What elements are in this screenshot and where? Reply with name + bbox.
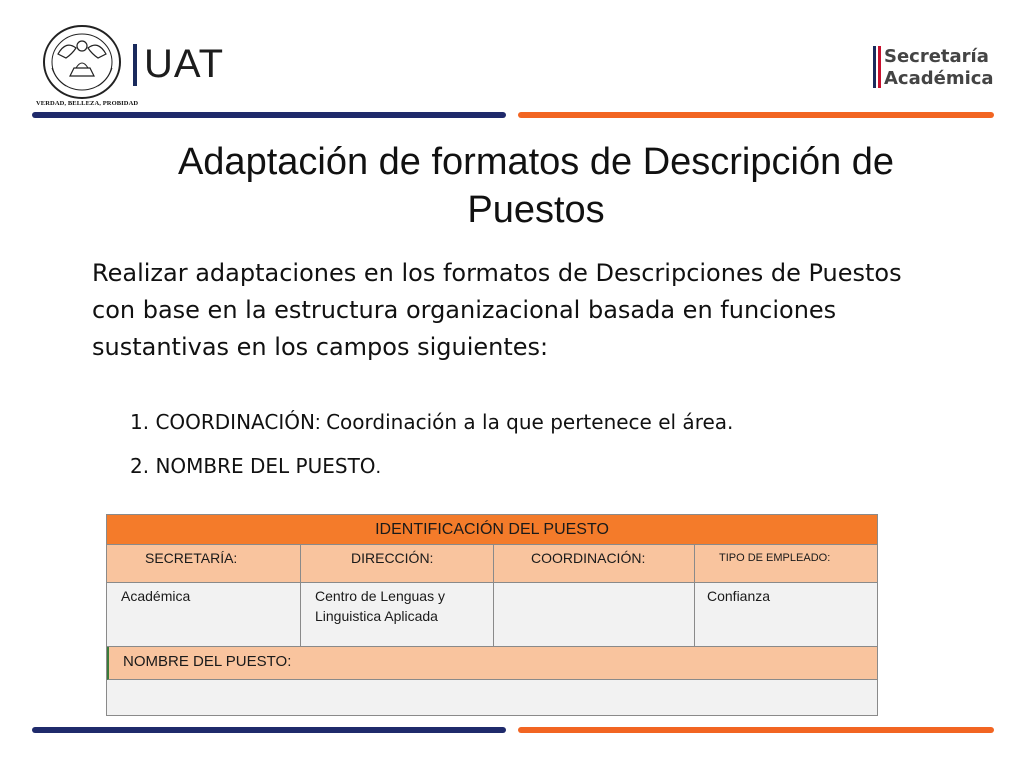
column-divider xyxy=(694,545,695,647)
item-description: Coordinación a la que pertenece el área. xyxy=(326,410,734,434)
item-separator: : xyxy=(314,412,327,434)
label-tipo-empleado: TIPO DE EMPLEADO: xyxy=(719,552,831,564)
slide-title: Adaptación de formatos de Descripción de Puestos xyxy=(177,141,895,231)
university-seal xyxy=(36,24,139,110)
item-label: 1. COORDINACIÓN xyxy=(130,410,315,434)
label-coordinacion: COORDINACIÓN: xyxy=(531,550,646,566)
top-rule-navy xyxy=(32,112,506,118)
seal-motto: VERDAD, BELLEZA, PROBIDAD xyxy=(36,100,139,107)
form-header: IDENTIFICACIÓN DEL PUESTO xyxy=(107,515,877,545)
value-tipo-empleado: Confianza xyxy=(707,588,771,604)
form-name-row xyxy=(107,647,877,680)
uat-logo-bar xyxy=(133,44,137,86)
bottom-rule-orange xyxy=(518,727,994,733)
uat-logo-text: UAT xyxy=(144,42,225,86)
secretaria-logo-line1: Secretaría xyxy=(884,46,989,67)
value-direccion-line2: Linguistica Aplicada xyxy=(315,608,438,624)
item-label: 2. NOMBRE DEL PUESTO xyxy=(130,454,376,478)
item-end: . xyxy=(375,456,382,478)
label-nombre-puesto: NOMBRE DEL PUESTO: xyxy=(123,653,292,670)
bottom-rule-navy xyxy=(32,727,506,733)
value-direccion-line1: Centro de Lenguas y xyxy=(315,588,445,604)
secretaria-bar-red xyxy=(878,46,881,88)
list-item-coordinacion xyxy=(130,409,733,436)
form-label-row xyxy=(107,545,877,583)
form-name-value-row xyxy=(107,680,877,715)
column-divider xyxy=(300,545,301,647)
label-secretaria: SECRETARÍA: xyxy=(145,550,238,566)
intro-paragraph: Realizar adaptaciones en los formatos de Descripciones de Puestos con base en la estructura organizacional basada en funciones sustantivas en los campos siguientes: xyxy=(92,259,902,361)
secretaria-logo-line2: Académica xyxy=(884,68,994,89)
column-divider xyxy=(493,545,494,647)
secretaria-bar-blue xyxy=(873,46,876,88)
job-identification-form xyxy=(106,514,878,716)
form-value-row xyxy=(107,583,877,647)
seal-emblem-icon xyxy=(36,24,128,100)
list-item-nombre-puesto xyxy=(130,453,381,480)
value-secretaria: Académica xyxy=(121,588,191,604)
label-direccion: DIRECCIÓN: xyxy=(351,550,434,566)
top-rule-orange xyxy=(518,112,994,118)
